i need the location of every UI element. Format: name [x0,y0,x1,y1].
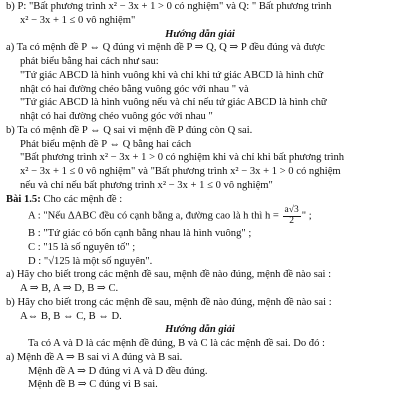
statement-a-text: A : "Nếu ΔABC đều có cạnh bằng a, đường cao là h thì h = [28,210,279,222]
text-line: A ⇒ B, A ⇒ D, B ⇒ C. [20,283,119,295]
text-line: "Bất phương trình x² − 3x + 1 > 0 có nghiệm khi và chỉ khi bất phương trình [20,152,345,164]
section-heading: Hướng dẫn giải [165,324,235,336]
text-line: A⇔ B, B ⇔ C, B ⇔ D. [20,310,122,322]
section-heading: Hướng dẫn giải [165,28,235,40]
text-line: Ta có A và D là các mệnh đề đúng, B và C là các mệnh đề sai. Do đó : [28,338,325,350]
text-line: x² − 3x + 1 ≤ 0 vô nghiệm" [20,14,136,26]
statement-d: D : "√125 là một số nguyên". [28,255,153,267]
text-line: "Tứ giác ABCD là hình vuông khi và chỉ khi tứ giác ABCD là hình chữ [20,69,324,81]
text-line: phát biểu bằng hai cách như sau: [20,56,159,68]
text-line: x² − 3x + 1 ≤ 0 vô nghiệm" và "Bất phương trình x² − 3x + 1 > 0 có nghiệm [20,166,341,178]
text-line: nhật có hai đường chéo bằng vuông góc với nhau " và [20,83,249,95]
text-line: Phát biểu mệnh đề P ⇔ Q bằng hai cách [20,138,192,150]
statement-a-end: " ; [301,210,312,222]
text-line: b) Hãy cho biết trong các mệnh đề sau, mệnh đề nào đúng, mệnh đề nào sai : [6,296,332,308]
text-line: a) Ta có mệnh đề P ⇔ Q đúng vì mệnh đề P ⇒ Q, Q ⇒ P đều đúng và được [6,42,325,54]
text-line: nhật có hai đường chéo vuông góc với nhau " [20,111,213,123]
text-line: a) Hãy cho biết trong các mệnh đề sau, mệnh đề nào đúng, mệnh đề nào sai : [6,269,332,281]
fraction [283,206,301,226]
statement-a [6,206,394,227]
fraction-numerator: a√3 [284,205,299,216]
text-line: nếu và chỉ nếu bất phương trình x² − 3x + 1 ≤ 0 vô nghiệm" [20,179,273,191]
statement-c: C : "15 là số nguyên tố" ; [28,241,136,253]
text-line: Mệnh đề A ⇒ D đúng vì A và D đều đúng. [28,365,208,377]
text-line: a) Mệnh đề A ⇒ B sai vì A đúng và B sai. [6,351,183,363]
text-line: b) P: "Bất phương trình x² − 3x + 1 > 0 có nghiệm" và Q: " Bất phương trình [6,1,332,12]
exercise-label: Bài 1.5: [6,193,41,205]
text-line: Mệnh đề B ⇒ C đúng vì B sai. [28,379,158,391]
exercise-line [6,193,394,207]
fraction-denominator: 2 [289,215,294,226]
exercise-text: Cho các mệnh đề : [40,193,123,205]
text-line: b) Ta có mệnh đề P ⇔ Q sai vì mệnh đề P đúng còn Q sai. [6,124,253,136]
statement-b: B : "Tứ giác có bốn cạnh bằng nhau là hình vuông" ; [28,228,252,240]
text-line: "Tứ giác ABCD là hình vuông nếu và chỉ nếu tứ giác ABCD là hình chữ [20,97,327,109]
